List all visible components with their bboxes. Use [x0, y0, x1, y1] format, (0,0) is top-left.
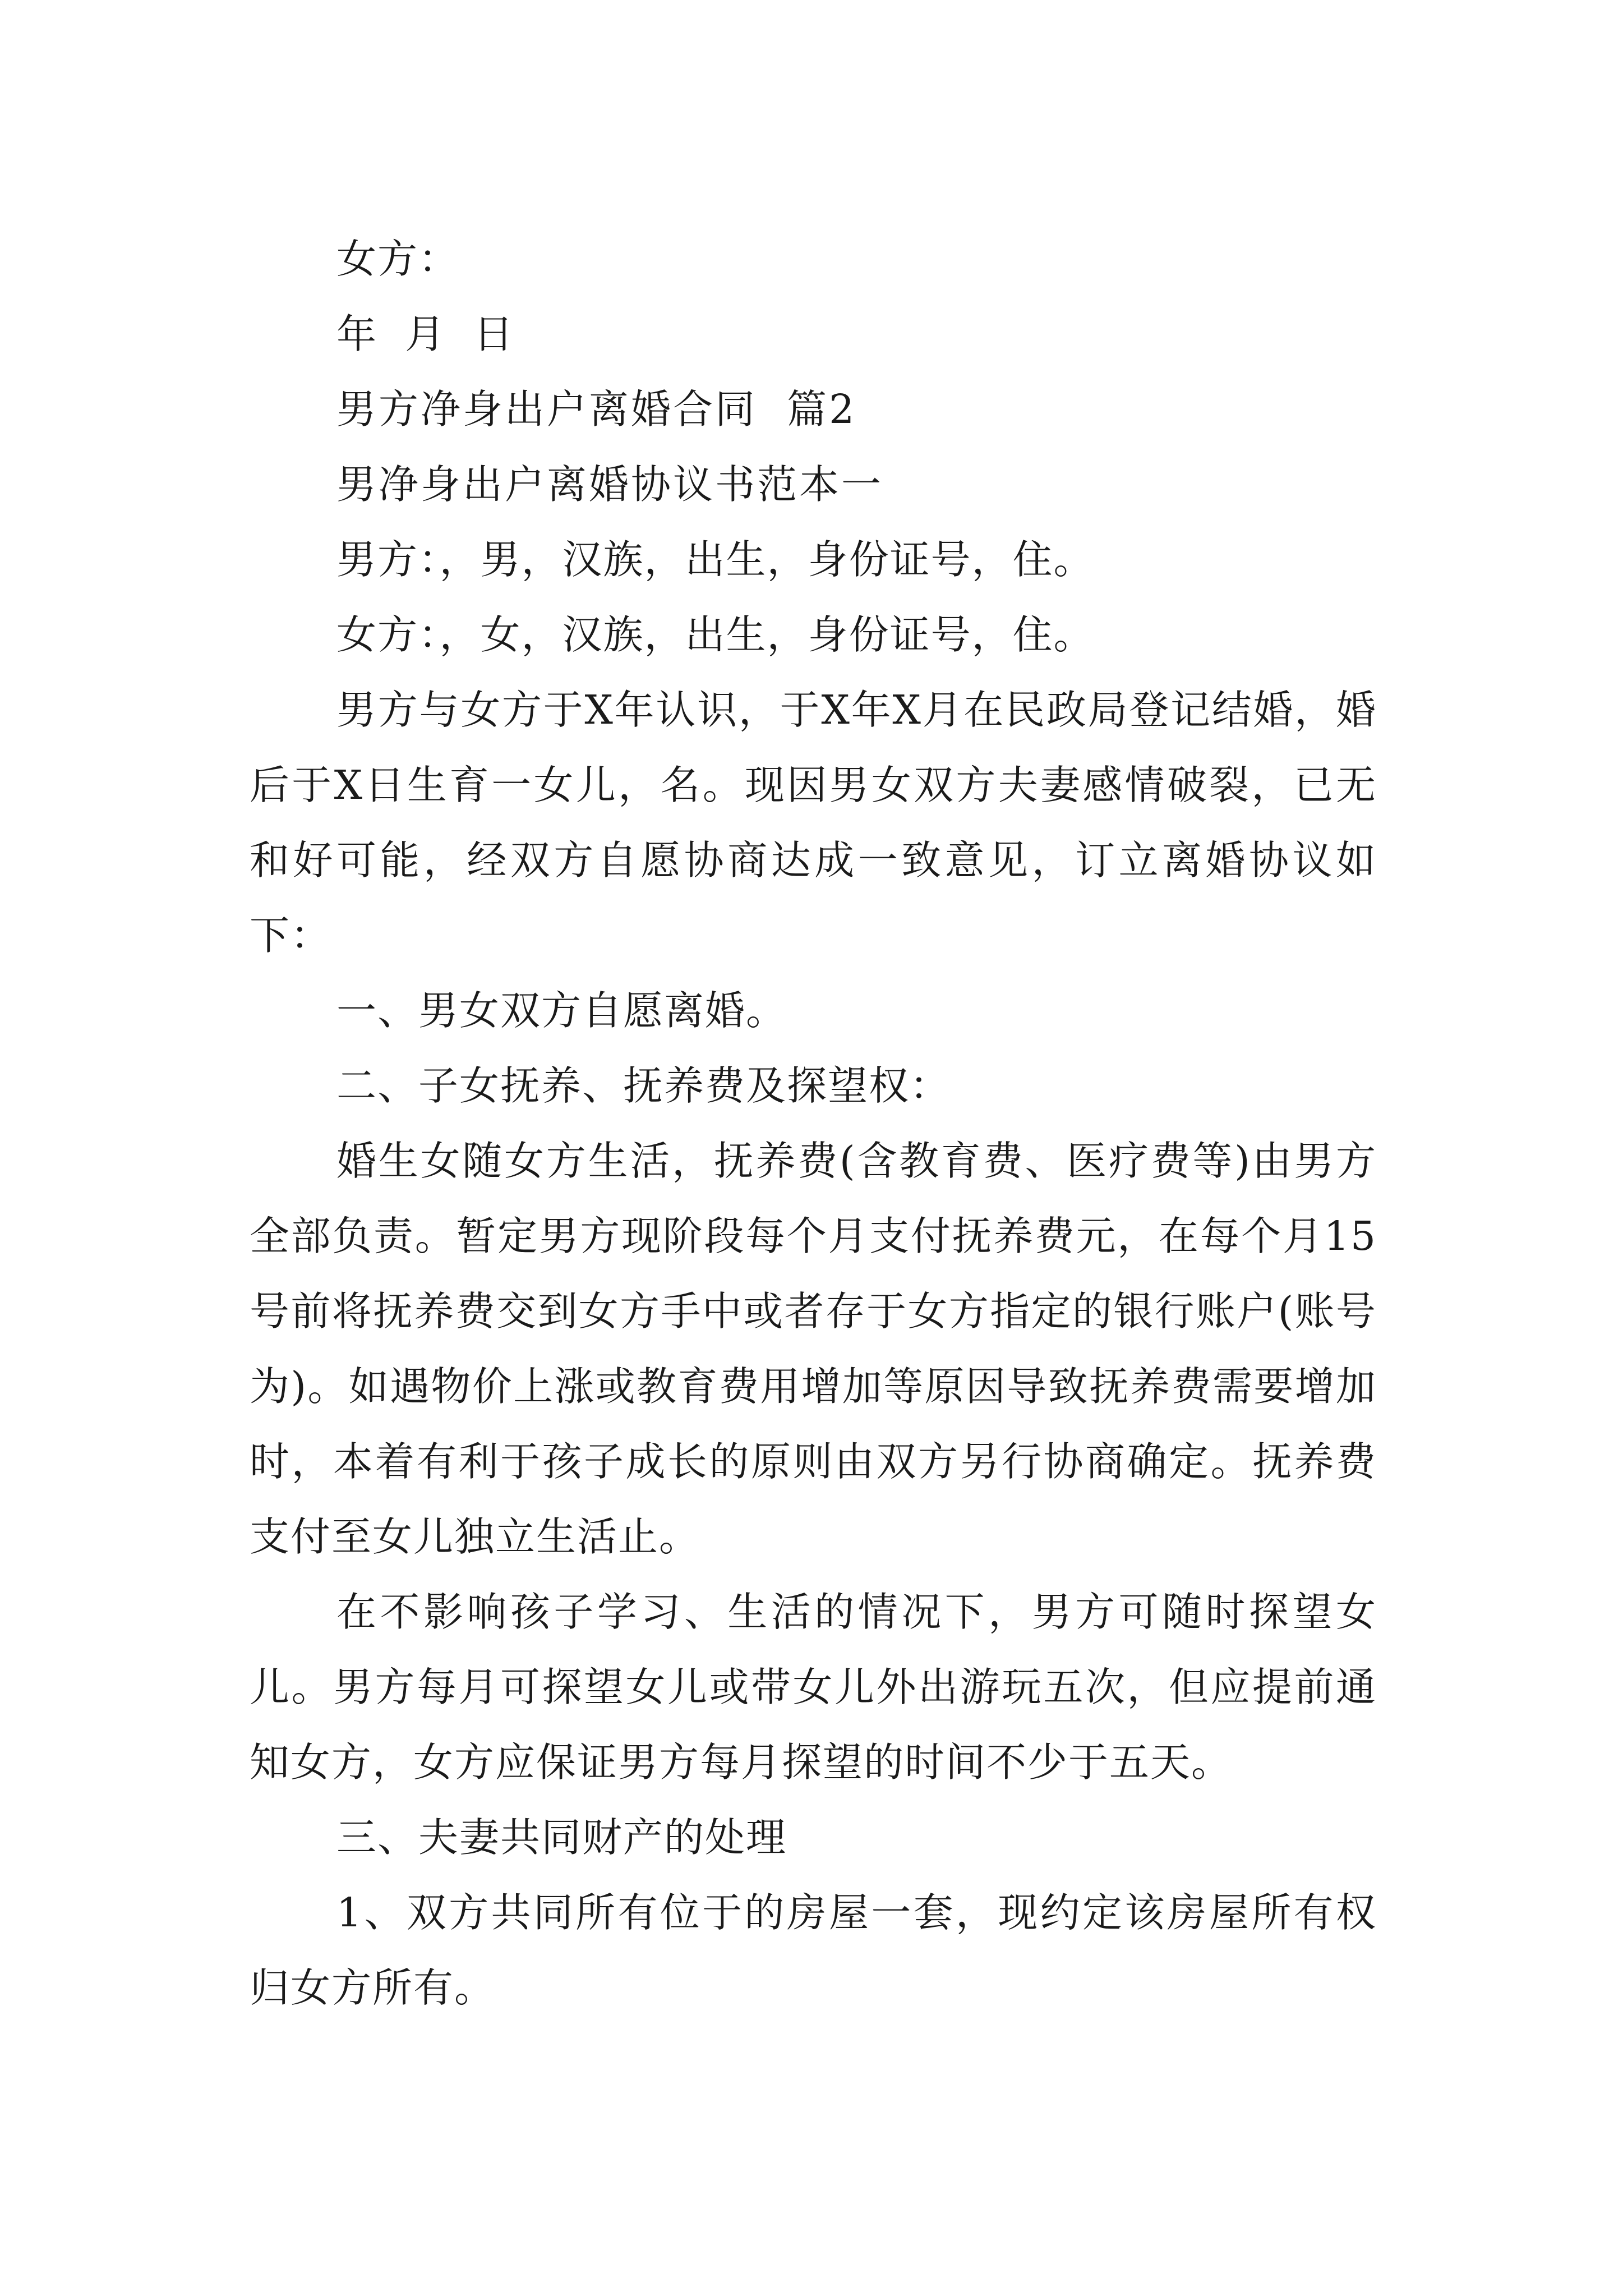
clause-2-title: 二、子女抚养、抚养费及探望权： — [336, 1062, 951, 1109]
male-party-info: 男方：，男，汉族，出生，身份证号，住。 — [336, 536, 1095, 583]
visitation-paragraph: 在不影响孩子学习、生活的情况下，男方可随时探望女儿。男方每月可探望女儿或带女儿外出游玩五次，但应提前通知女方，女方应保证男方每月探望的时间不少于五天。 — [250, 1589, 1377, 1786]
custody-paragraph: 婚生女随女方生活，抚养费(含教育费、医疗费等)由男方全部负责。暂定男方现阶段每个月支付抚养费元，在每个月15号前将抚养费交到女方手中或者存于女方指定的银行账户(账号为)。如遇物价上涨或教育费用增加等原因导致抚养费需要增加时，本着有利于孩子成长的原则由双方另行协商确定。抚养费支付至女儿独立生活止。 — [250, 1138, 1377, 1560]
female-signature-line: 女方： — [336, 236, 460, 282]
female-party-info: 女方：，女，汉族，出生，身份证号，住。 — [336, 611, 1095, 658]
section-title: 男方净身出户离婚合同 篇2 — [336, 386, 857, 432]
clause-3-title: 三、夫妻共同财产的处理 — [336, 1814, 787, 1861]
property-clause-1: 1、双方共同所有位于的房屋一套，现约定该房屋所有权归女方所有。 — [250, 1889, 1377, 2011]
document-body — [250, 222, 1377, 2026]
template-title: 男净身出户离婚协议书范本一 — [336, 461, 884, 508]
date-line: 年 月 日 — [336, 311, 515, 357]
background-paragraph: 男方与女方于X年认识，于X年X月在民政局登记结婚，婚后于X日生育一女儿，名。现因男女双方夫妻感情破裂，已无和好可能，经双方自愿协商达成一致意见，订立离婚协议如下： — [250, 687, 1377, 959]
clause-1: 一、男女双方自愿离婚。 — [336, 987, 787, 1034]
